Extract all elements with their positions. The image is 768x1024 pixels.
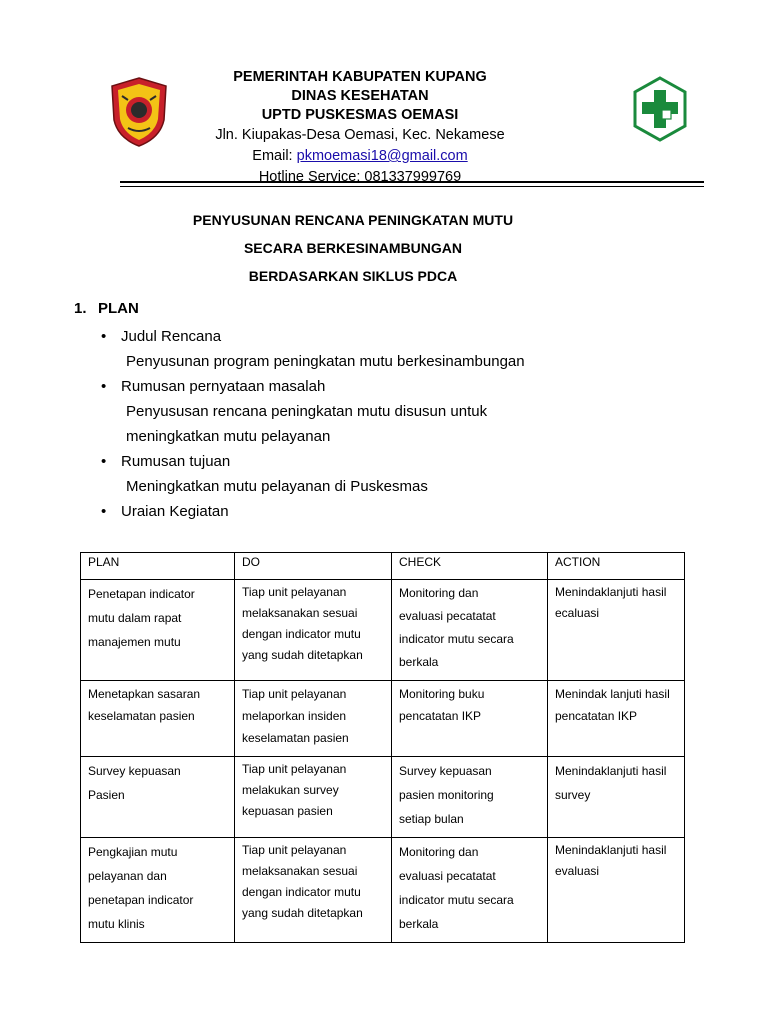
cell-line: Monitoring dan [399,845,479,859]
cell-line: setiap bulan [399,812,464,826]
cell-do [235,757,392,838]
cell-check [392,757,548,838]
section-title: PLAN [98,300,139,317]
cell-line: mutu klinis [88,917,145,931]
cell-check [392,838,548,943]
cell-check [392,580,548,681]
cell-plan [81,757,235,838]
item-description: Penyusunan program peningkatan mutu berkesinambungan [126,353,525,370]
cell-do [235,838,392,943]
list-item [100,449,660,474]
item-label: Rumusan tujuan [121,453,231,470]
cell-line: berkala [399,917,439,931]
letterhead-address: Jln. Kiupakas-Desa Oemasi, Kec. Nekamese [215,127,505,143]
column-header-check: CHECK [392,553,548,580]
cell-line: melakukan survey [242,783,339,797]
table-row [81,757,685,838]
cell-line: Tiap unit pelayanan [242,585,347,599]
email-label: Email: [252,148,293,164]
column-header-do: DO [235,553,392,580]
list-item [100,324,660,349]
cell-line: indicator mutu secara [399,893,514,907]
cell-line: Survey kepuasan [399,764,492,778]
cell-line: evaluasi pecatatat [399,609,496,623]
cell-action [548,838,685,943]
column-header-action: ACTION [548,553,685,580]
cell-line: dengan indicator mutu [242,627,361,641]
cell-line: pencatatan IKP [555,709,638,723]
cell-line: melaporkan insiden [242,709,347,723]
cell-action [548,757,685,838]
letterhead-divider-thin [120,186,704,187]
cell-plan [81,681,235,757]
cell-do [235,580,392,681]
cell-line: Monitoring buku [399,687,485,701]
cell-do [235,681,392,757]
cell-line: Tiap unit pelayanan [242,843,347,857]
email-link[interactable]: pkmoemasi18@gmail.com [296,148,468,164]
cell-line: Penetapan indicator [88,587,195,601]
table-row [81,580,685,681]
letterhead-government: PEMERINTAH KABUPATEN KUPANG [233,69,487,85]
cell-line: Menindaklanjuti hasil [555,585,667,599]
table-header-row [81,553,685,580]
plan-items-list [100,324,660,524]
cell-line: Survey kepuasan [88,764,181,778]
section-heading [74,300,139,317]
table-row [81,681,685,757]
title-line-1: PENYUSUNAN RENCANA PENINGKATAN MUTU [192,212,514,228]
cell-line: manajemen mutu [88,635,181,649]
letterhead [160,68,560,188]
cell-line: Menindaklanjuti hasil [555,764,667,778]
cell-plan [81,838,235,943]
cell-line: Menindaklanjuti hasil [555,843,667,857]
cell-line: Tiap unit pelayanan [242,687,347,701]
cell-line: ecaluasi [555,606,600,620]
title-line-2: SECARA BERKESINAMBUNGAN [243,240,463,256]
list-item [100,374,660,399]
cell-line: keselamatan pasien [242,731,349,745]
cell-line: pasien monitoring [399,788,494,802]
list-item [100,499,660,524]
cell-action [548,681,685,757]
cell-line: dengan indicator mutu [242,885,361,899]
cell-line: berkala [399,655,439,669]
cell-line: Pasien [88,788,125,802]
bullet-icon: • [101,378,107,395]
title-line-3: BERDASARKAN SIKLUS PDCA [248,268,458,284]
cell-line: Menetapkan sasaran [88,687,201,701]
cell-line: pencatatan IKP [399,709,482,723]
cell-line: indicator mutu secara [399,632,514,646]
item-label: Judul Rencana [121,328,222,345]
cell-line: evaluasi [555,864,600,878]
document-title [0,206,706,290]
cell-line: kepuasan pasien [242,804,333,818]
letterhead-department: DINAS KESEHATAN [291,88,429,104]
bullet-icon: • [101,453,107,470]
cell-action [548,580,685,681]
cell-line: melaksanakan sesuai [242,606,358,620]
table-row [81,838,685,943]
cell-line: evaluasi pecatatat [399,869,496,883]
item-label: Rumusan pernyataan masalah [121,378,326,395]
item-description: Penyususan rencana peningkatan mutu disusun untuk [126,403,488,420]
cell-line: survey [555,788,591,802]
cell-line: pelayanan dan [88,869,167,883]
letterhead-hotline: Hotline Service: 081337999769 [258,169,462,185]
cell-check [392,681,548,757]
cell-line: Monitoring dan [399,586,479,600]
cell-line: penetapan indicator [88,893,194,907]
item-description: meningkatkan mutu pelayanan [126,428,331,445]
cell-line: yang sudah ditetapkan [242,648,363,662]
cell-line: Menindak lanjuti hasil [555,687,670,701]
item-description: Meningkatkan mutu pelayanan di Puskesmas [126,478,428,495]
cell-line: Pengkajian mutu [88,845,178,859]
bullet-icon: • [101,503,107,520]
section-number: 1. [74,300,87,317]
cell-line: keselamatan pasien [88,709,195,723]
cell-line: Tiap unit pelayanan [242,762,347,776]
item-label: Uraian Kegiatan [121,503,229,520]
bullet-icon: • [101,328,107,345]
letterhead-unit: UPTD PUSKESMAS OEMASI [261,107,459,123]
cell-line: yang sudah ditetapkan [242,906,363,920]
column-header-plan: PLAN [81,553,235,580]
pdca-table [80,552,685,943]
cell-line: melaksanakan sesuai [242,864,358,878]
letterhead-email-line [160,146,560,167]
puskesmas-logo-icon [632,76,688,142]
letterhead-divider-thick [120,181,704,183]
cell-plan [81,580,235,681]
cell-line: mutu dalam rapat [88,611,182,625]
